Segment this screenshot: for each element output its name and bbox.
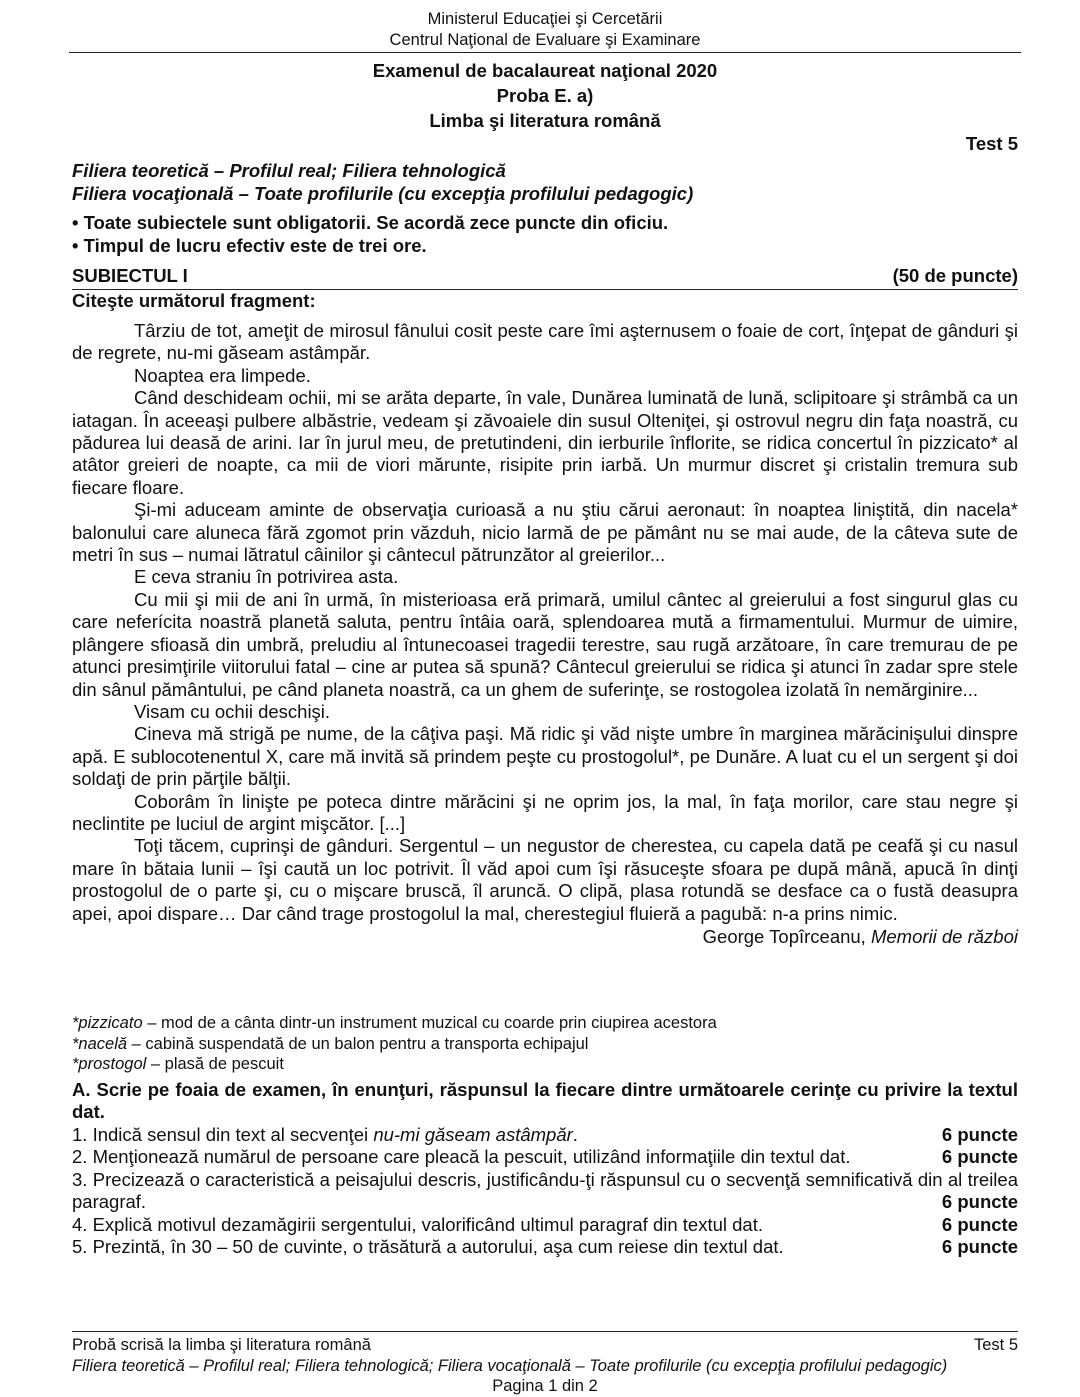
test-number: Test 5 bbox=[965, 133, 1018, 154]
fragment-paragraph: Toţi tăcem, cuprinşi de gânduri. Sergentul – un negustor de cherestea, cu capela dată pe ceafă şi cu nasul mare în bătaia lunii – îşi caută un loc potrivit. Îl văd apoi cum îşi răsuceşte sfoara pe după mână, apucă în dinţi prostogolul de o parte şi, cu o mişcare bruscă, îl aruncă. O clipă, plasa rotundă se desface ca o fustă deasupra apei, apoi dispare… Dar când trage prostogolul la mal, cherestegiul fluieră a pagubă: n-a prins nimic. bbox=[72, 835, 1018, 924]
glossary-note bbox=[72, 1034, 717, 1055]
requirement-text bbox=[72, 1124, 578, 1146]
note-definition: – plasă de pescuit bbox=[146, 1055, 284, 1073]
exam-titles bbox=[72, 58, 1018, 133]
work-title: Memorii de război bbox=[870, 925, 1018, 947]
requirement-text: 5. Prezintă, în 30 – 50 de cuvinte, o trăsătură a autorului, aşa cum reiese din textul dat. bbox=[72, 1236, 784, 1258]
footer-filiera bbox=[72, 1356, 1018, 1377]
section-points: (50 de puncte) bbox=[892, 265, 1018, 286]
ministry-name: Ministerul Educaţiei şi Cercetării bbox=[427, 10, 663, 28]
document-header bbox=[72, 9, 1018, 51]
requirement-text: 2. Menţionează numărul de persoane care pleacă la pescuit, utilizând informaţiile din textul dat. bbox=[72, 1146, 851, 1168]
note-definition: – cabină suspendată de un balon pentru a transporta echipajul bbox=[127, 1034, 589, 1053]
fragment-paragraph: Coborâm în linişte pe poteca dintre mărăcini şi ne oprim jos, la mal, în faţa morilor, care stau negre şi neclintite pe luciul de argint mişcător. [...] bbox=[72, 790, 1018, 834]
fragment-paragraph: Visam cu ochii deschişi. bbox=[134, 700, 331, 722]
instruction-item: • Timpul de lucru efectiv este de trei ore. bbox=[72, 235, 427, 256]
note-term: *nacelă bbox=[72, 1034, 128, 1053]
filiera-block bbox=[72, 159, 693, 205]
footer-divider bbox=[72, 1331, 1018, 1332]
requirement-item bbox=[72, 1124, 1018, 1146]
exam-title: Examenul de bacalaureat naţional 2020 bbox=[372, 60, 718, 81]
requirement-text-end: . bbox=[572, 1124, 578, 1145]
instructions-list bbox=[72, 211, 668, 257]
glossary-notes bbox=[72, 1013, 717, 1075]
footer-test-number: Test 5 bbox=[973, 1336, 1018, 1354]
requirement-text: 4. Explică motivul dezamăgirii sergentului, valorificând ultimul paragraf din textul dat. bbox=[72, 1213, 764, 1235]
center-name: Centrul Naţional de Evaluare şi Examinare bbox=[389, 31, 701, 49]
footer-filiera-text: Filiera teoretică – Profilul real; Filiera tehnologică; Filiera vocaţională – Toate profilurile (cu excepţia profilului pedagogic) bbox=[72, 1356, 948, 1375]
requirements-list bbox=[72, 1124, 1018, 1258]
section-title: SUBIECTUL I bbox=[72, 265, 188, 286]
requirement-item bbox=[72, 1214, 1018, 1236]
fragment-paragraph: Târziu de tot, ameţit de mirosul fânului cosit peste care îmi aşternusem o foaie de cort, înţepat de gânduri şi de regrete, nu-mi găseam astâmpăr. bbox=[72, 320, 1018, 364]
header-divider bbox=[69, 52, 1021, 53]
requirement-quote: nu-mi găseam astâmpăr bbox=[373, 1124, 573, 1145]
fragment-paragraph: E ceva straniu în potrivirea asta. bbox=[134, 566, 399, 588]
requirement-item bbox=[72, 1169, 1018, 1214]
footer-row bbox=[72, 1335, 1018, 1356]
fragment-paragraph: Şi-mi aduceam aminte de observaţia curioasă a nu ştiu cărui aeronaut: în noaptea liniştită, din nacela* balonului care aluneca fără zgomot prin văzduh, nicio larmă de pe pământ nu se mai aude, de la câteva sute de metri în sus – numai lătratul câinilor şi cântecul pătrunzător al greierilor... bbox=[72, 499, 1018, 566]
note-definition: – mod de a cânta dintr-un instrument muzical cu coarde prin ciupirea acestora bbox=[142, 1014, 717, 1032]
requirement-points: 6 puncte bbox=[941, 1191, 1018, 1213]
page-footer bbox=[72, 1335, 1018, 1397]
note-term: *pizzicato bbox=[72, 1014, 143, 1032]
instruction-item: • Toate subiectele sunt obligatorii. Se acordă zece puncte din oficiu. bbox=[72, 212, 669, 233]
section-heading bbox=[72, 265, 1018, 287]
fragment-paragraph: Noaptea era limpede. bbox=[134, 364, 311, 386]
glossary-note bbox=[72, 1013, 717, 1034]
fragment-paragraph: Când deschideam ochii, mi se arăta departe, în vale, Dunărea luminată de lună, sclipitoare şi strâmbă ca un iatagan. În aceeaşi pulbere albăstrie, vedeam şi zăvoaiele din susul Olteniţei, şi ostrovul negru din faţa noastră, cu pădurea lui deasă de arini. Iar în jurul meu, de pretutindeni, din ierburile înflorite, se ridica concertul în pizzicato* al atâtor greieri de noapte, ca mii de viori mărunte, risipite prin iarbă. Un murmur discret şi cristalin tremura sub fiecare floare. bbox=[72, 387, 1018, 498]
requirement-item bbox=[72, 1146, 1018, 1168]
requirement-text-start: 1. Indică sensul din text al secvenţei bbox=[72, 1124, 374, 1145]
filiera-line-2: Filiera vocaţională – Toate profilurile (cu excepţia profilului pedagogic) bbox=[72, 183, 694, 204]
subject-title: Limba şi literatura română bbox=[429, 110, 661, 131]
exam-page bbox=[72, 0, 1018, 1397]
footer-exam-name: Probă scrisă la limba şi literatura română bbox=[72, 1336, 371, 1354]
fragment-paragraph: Cu mii şi mii de ani în urmă, în misterioasa eră primară, umilul cântec al greierului a fost singurul glas cu care neferícita noastră planetă saluta, pentru întâia oară, splendoarea mută a firmamentului. Murmur de uimire, plângere sfioasă din umbră, preludiu al întunecoasei tragedii terestre, sau rugă arzătoare, în care tremurau de pe atunci presimţirile viitorului fatal – cine ar putea să spună? Cântecul greierului se ridica şi atunci în zadar spre stele din sânul pământului, pe când planeta noastră, ca un ghem de suferinţe, se rostogolea izolată în nemărginire... bbox=[72, 588, 1018, 700]
literary-fragment bbox=[72, 320, 1018, 948]
fragment-source bbox=[72, 926, 1018, 948]
requirement-text: 3. Precizează o caracteristică a peisajului descris, justificându-ţi răspunsul cu o secvenţă semnificativă din al treilea paragraf. bbox=[72, 1168, 1018, 1213]
page-number: Pagina 1 din 2 bbox=[492, 1377, 598, 1395]
requirement-points: 6 puncte bbox=[941, 1124, 1018, 1145]
requirement-points: 6 puncte bbox=[941, 1213, 1018, 1235]
section-prompt: Citeşte următorul fragment: bbox=[72, 290, 316, 311]
proba-title: Proba E. a) bbox=[496, 85, 594, 106]
author-name: George Topîrceanu, bbox=[702, 925, 871, 947]
glossary-note bbox=[72, 1054, 717, 1075]
requirement-points: 6 puncte bbox=[941, 1236, 1018, 1258]
requirement-points: 6 puncte bbox=[941, 1146, 1018, 1168]
requirements-intro: A. Scrie pe foaia de examen, în enunţuri, răspunsul la fiecare dintre următoarele cerinţe cu privire la textul dat. bbox=[72, 1079, 1018, 1123]
fragment-paragraph: Cineva mă strigă pe nume, de la câţiva paşi. Mă ridic şi văd nişte umbre în marginea mărăcinişului dinspre apă. E sublocotenentul X, care mă invită să prindem peşte cu prostogolul*, pe Dunăre. A luat cu el un sergent şi doi soldaţi de prin părţile bălţii. bbox=[72, 723, 1018, 790]
filiera-line-1: Filiera teoretică – Profilul real; Filiera tehnologică bbox=[72, 160, 506, 181]
note-term: *prostogol bbox=[72, 1055, 147, 1073]
requirement-item bbox=[72, 1236, 1018, 1258]
